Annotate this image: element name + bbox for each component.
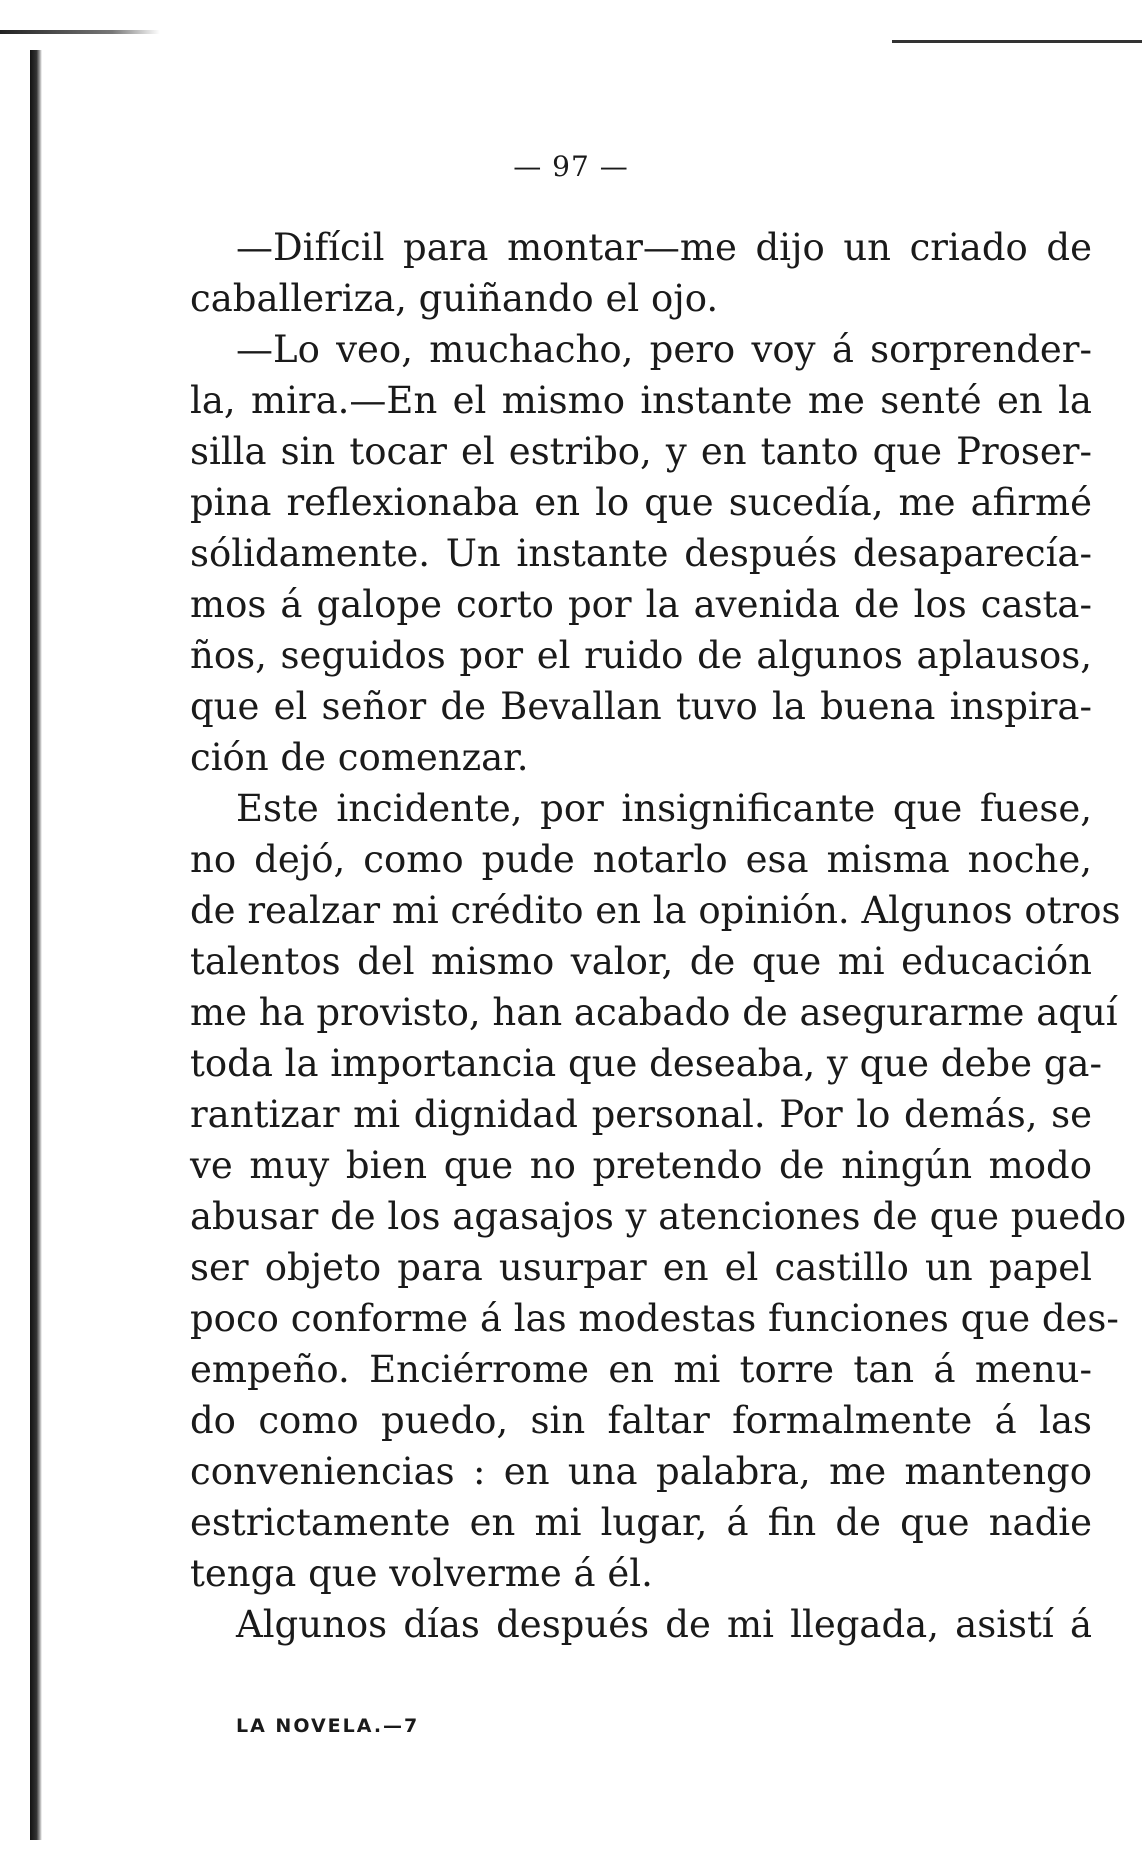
paragraph-1 [190,222,1092,324]
page-footer: LA NOVELA.—7 [236,1715,420,1737]
text-line: talentos del mismo valor, de que mi educación [190,940,1092,983]
text-line: ser objeto para usurpar en el castillo un papel [190,1246,1092,1289]
text-line: me ha provisto, han acabado de asegurarme aquí [190,991,1118,1034]
text-line: empeño. Enciérrome en mi torre tan á menu- [190,1348,1092,1391]
paragraph-3 [190,783,1127,1599]
text-line: —Lo veo, muchacho, pero voy á sorprender- [236,328,1092,371]
text-line: silla sin tocar el estribo, y en tanto que Proser- [190,430,1092,473]
text-line: poco conforme á las modestas funciones que des- [190,1297,1119,1340]
text-line: ños, seguidos por el ruido de algunos aplausos, [190,634,1092,677]
text-line: tenga que volverme á él. [190,1552,653,1595]
text-line: Este incidente, por insignificante que fuese, [236,787,1092,830]
text-line: mos á galope corto por la avenida de los casta- [190,583,1092,626]
page-number: — 97 — [513,150,629,183]
text-line: sólidamente. Un instante después desaparecía- [190,532,1092,575]
text-line: abusar de los agasajos y atenciones de que puedo [190,1195,1127,1238]
scan-mark [0,30,160,34]
text-line: que el señor de Bevallan tuvo la buena inspira- [190,685,1092,728]
text-line: conveniencias : en una palabra, me mantengo [190,1450,1092,1493]
paragraph-2 [190,324,1092,783]
paragraph-4 [190,1599,1092,1650]
body-text [190,222,1127,1650]
book-binding-edge [30,50,42,1840]
text-line: caballeriza, guiñando el ojo. [190,277,719,320]
text-line: ve muy bien que no pretendo de ningún modo [190,1144,1092,1187]
text-line: do como puedo, sin faltar formalmente á las [190,1399,1092,1442]
text-line: de realzar mi crédito en la opinión. Algunos otros [190,889,1121,932]
text-line: Algunos días después de mi llegada, asistí á [236,1603,1092,1646]
text-line: pina reflexionaba en lo que sucedía, me afirmé [190,481,1092,524]
text-line: ción de comenzar. [190,736,529,779]
text-line: no dejó, como pude notarlo esa misma noche, [190,838,1092,881]
text-line: rantizar mi dignidad personal. Por lo demás, se [190,1093,1092,1136]
text-line: —Difícil para montar—me dijo un criado de [236,226,1092,269]
text-line: toda la importancia que deseaba, y que debe ga- [190,1042,1102,1085]
top-rule [892,40,1142,43]
text-line: estrictamente en mi lugar, á fin de que nadie [190,1501,1092,1544]
text-line: la, mira.—En el mismo instante me senté en la [190,379,1092,422]
